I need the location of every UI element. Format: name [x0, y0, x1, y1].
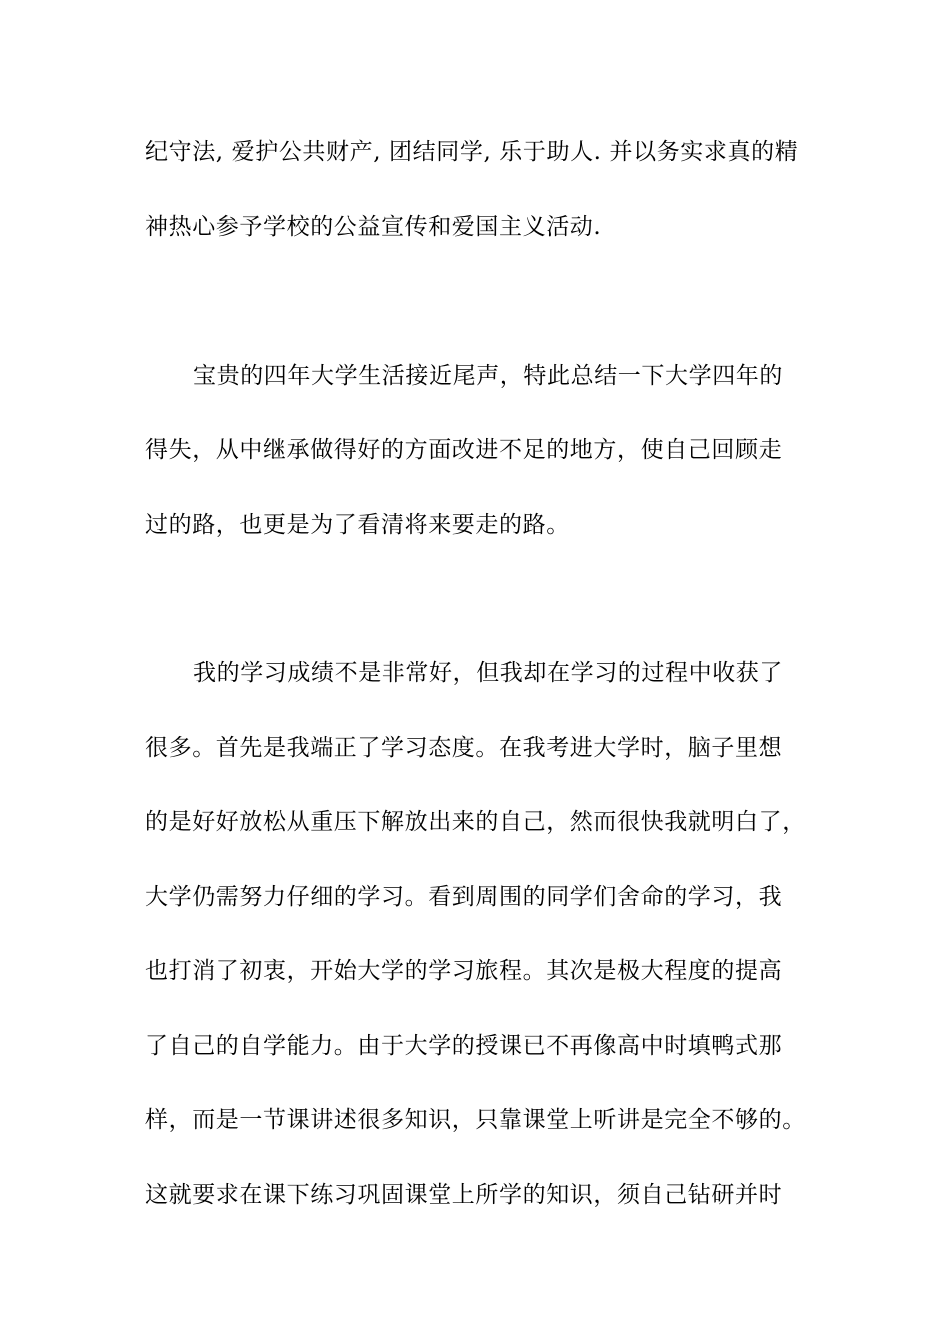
- text-line: 了自己的自学能力。由于大学的授课已不再像高中时填鸭式那: [145, 1033, 783, 1059]
- text-line: 过的路，也更是为了看清将来要走的路。: [145, 512, 570, 538]
- text-line: 得失，从中继承做得好的方面改进不足的地方，使自己回顾走: [145, 437, 783, 463]
- text-line: 也打消了初衷，开始大学的学习旅程。其次是极大程度的提高: [145, 958, 783, 984]
- text-line: 样，而是一节课讲述很多知识，只靠课堂上听讲是完全不够的。: [145, 1107, 806, 1133]
- text-line: 神热心参予学校的公益宣传和爱国主义活动.: [145, 214, 602, 240]
- paragraph-first-line: 宝贵的四年大学生活接近尾声，特此总结一下大学四年的: [193, 363, 783, 389]
- text-line: 很多。首先是我端正了学习态度。在我考进大学时，脑子里想: [145, 735, 783, 761]
- paragraph-first-line: 我的学习成绩不是非常好，但我却在学习的过程中收获了: [193, 660, 783, 686]
- text-line: 这就要求在课下练习巩固课堂上所学的知识，须自己钻研并时: [145, 1182, 783, 1208]
- text-line: 纪守法, 爱护公共财产, 团结同学, 乐于助人. 并以务实求真的精: [145, 139, 799, 165]
- text-line: 大学仍需努力仔细的学习。看到周围的同学们舍命的学习，我: [145, 884, 783, 910]
- text-line: 的是好好放松从重压下解放出来的自己，然而很快我就明白了，: [145, 809, 806, 835]
